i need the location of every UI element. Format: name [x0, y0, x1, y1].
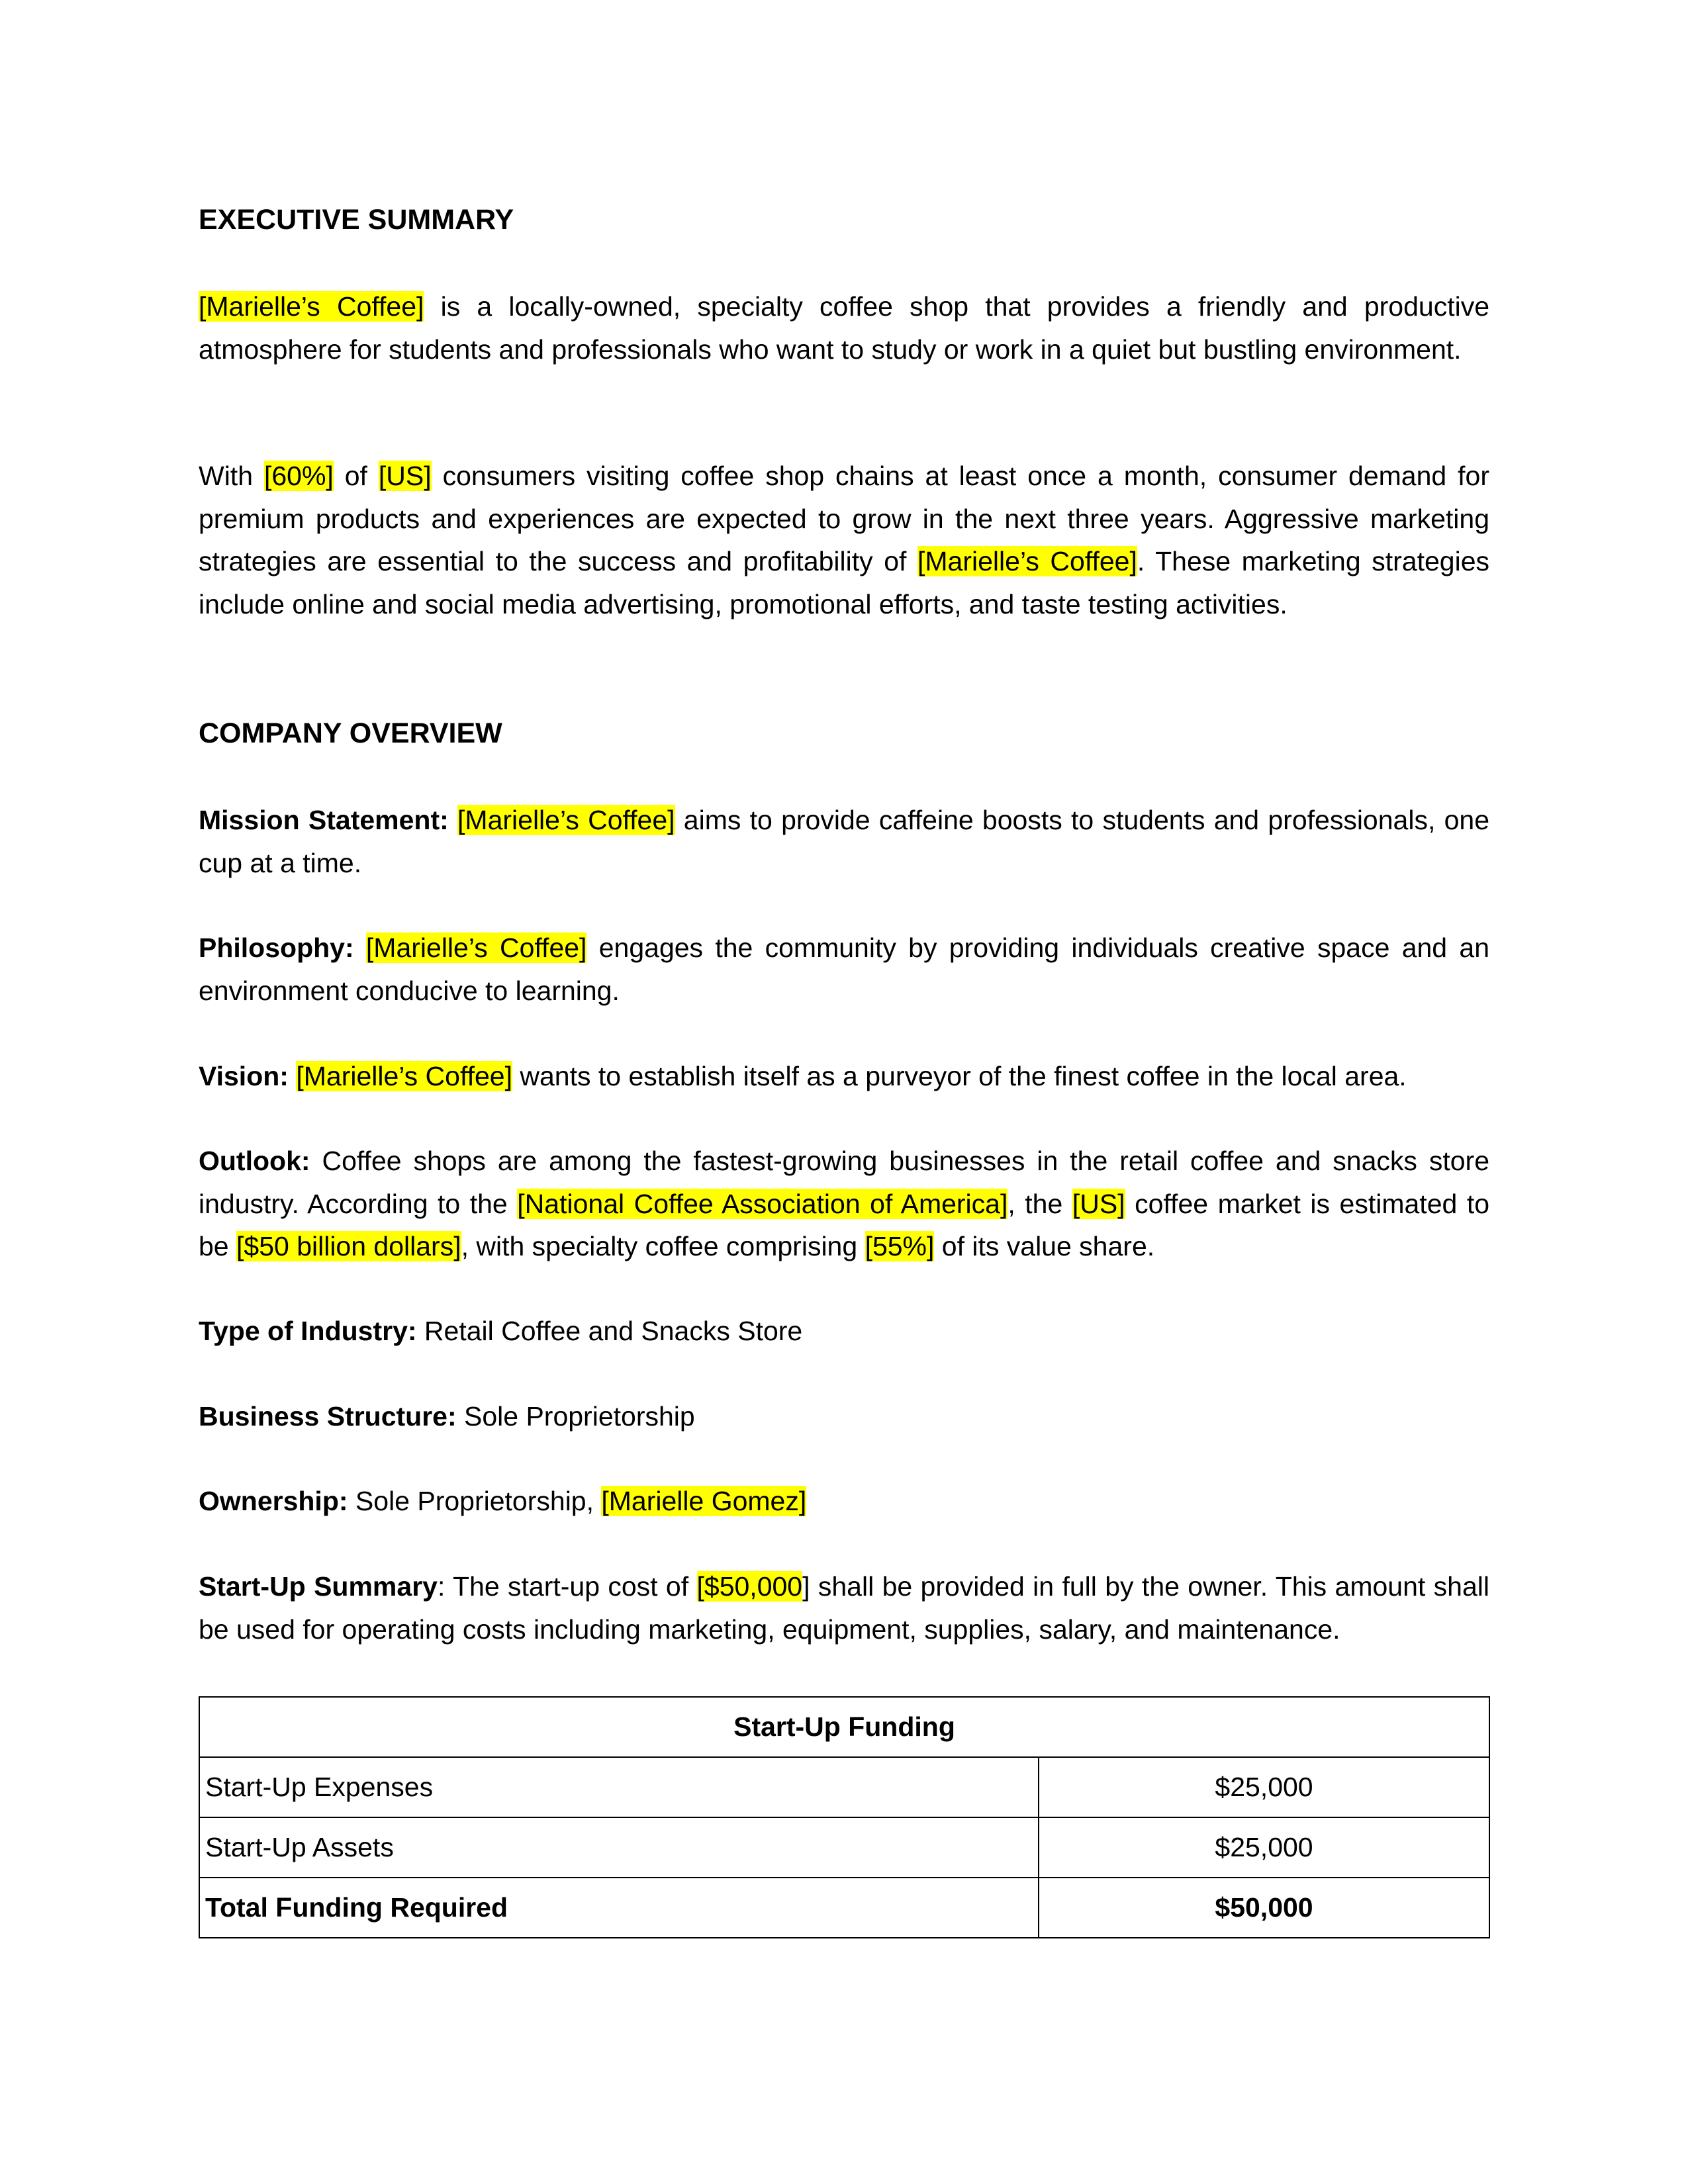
structure-value: Sole Proprietorship — [456, 1401, 695, 1432]
industry-value: Retail Coffee and Snacks Store — [416, 1316, 803, 1346]
startup-cost-highlight: [$50,000 — [696, 1571, 803, 1602]
structure-paragraph — [199, 1395, 1489, 1438]
paragraph-text: wants to establish itself as a purveyor of the finest coffee in the local area. — [512, 1061, 1407, 1091]
paragraph-text: With — [199, 461, 264, 491]
total-amount: $50,000 — [1039, 1878, 1489, 1938]
outlook-label: Outlook: — [199, 1146, 310, 1176]
paragraph-text: consumers visiting coffee shop chains at least once a month, consumer demand for premium products and experiences are expected to grow in the next three years. Aggressive marketing strategies are essential to the success and profitability of — [199, 461, 1489, 576]
company-name-highlight: [Marielle’s Coffee] — [457, 805, 675, 835]
market-value-highlight: [$50 billion dollars] — [236, 1231, 461, 1261]
startup-summary-label: Start-Up Summary — [199, 1571, 438, 1602]
table-row — [199, 1757, 1489, 1817]
ownership-paragraph — [199, 1480, 1489, 1523]
ownership-label: Ownership: — [199, 1486, 348, 1516]
startup-summary-paragraph — [199, 1565, 1489, 1651]
total-label: Total Funding Required — [199, 1878, 1039, 1938]
startup-funding-table — [199, 1696, 1490, 1938]
company-name-highlight: [Marielle’s Coffee] — [917, 546, 1137, 576]
association-highlight: [National Coffee Association of America] — [517, 1188, 1008, 1219]
company-name-highlight: [Marielle’s Coffee] — [296, 1061, 512, 1091]
philosophy-label: Philosophy: — [199, 933, 354, 963]
paragraph-text: Coffee shops are among the fastest-growing businesses in the retail coffee and snacks store industry. According to the — [199, 1146, 1489, 1219]
paragraph-text: aims to provide caffeine boosts to students and professionals, one cup at a time. — [199, 805, 1489, 878]
row-label: Start-Up Assets — [199, 1817, 1039, 1878]
ownership-value: Sole Proprietorship, — [348, 1486, 602, 1516]
country-highlight: [US] — [378, 461, 432, 491]
paragraph-text: , with specialty coffee comprising — [461, 1231, 865, 1261]
company-overview-heading: COMPANY OVERVIEW — [199, 717, 502, 749]
row-label: Start-Up Expenses — [199, 1757, 1039, 1817]
executive-summary-paragraph-2 — [199, 455, 1489, 625]
table-total-row — [199, 1878, 1489, 1938]
vision-paragraph — [199, 1055, 1489, 1098]
company-name-highlight: [Marielle’s Coffee] — [199, 291, 424, 322]
paragraph-text: : The start-up cost of — [437, 1571, 697, 1602]
paragraph-text: is a locally-owned, specialty coffee shop that provides a friendly and productive atmosphere for students and professionals who want to study or work in a quiet but bustling environment. — [199, 291, 1490, 365]
vision-label: Vision: — [199, 1061, 289, 1091]
industry-label: Type of Industry: — [199, 1316, 417, 1346]
share-highlight: [55%] — [865, 1231, 935, 1261]
industry-paragraph — [199, 1310, 1489, 1353]
country-highlight: [US] — [1072, 1188, 1125, 1219]
paragraph-text: of — [333, 461, 379, 491]
paragraph-text: of its value share. — [934, 1231, 1155, 1261]
owner-name-highlight: [Marielle Gomez] — [601, 1486, 807, 1516]
row-amount: $25,000 — [1039, 1817, 1489, 1878]
paragraph-text: ] shall be provided in full by the owner. This amount shall be used for operating costs including marketing, equipment, supplies, salary, and maintenance. — [199, 1571, 1489, 1645]
paragraph-text: engages the community by providing individuals creative space and an environment conducive to learning. — [199, 933, 1489, 1006]
percentage-highlight: [60%] — [263, 461, 334, 491]
mission-label: Mission Statement: — [199, 805, 449, 835]
company-name-highlight: [Marielle’s Coffee] — [365, 933, 587, 963]
outlook-paragraph — [199, 1140, 1489, 1268]
paragraph-text: . These marketing strategies include online and social media advertising, promotional efforts, and taste testing activities. — [199, 546, 1490, 619]
row-amount: $25,000 — [1039, 1757, 1489, 1817]
philosophy-paragraph — [199, 927, 1489, 1012]
executive-summary-paragraph-1 — [199, 285, 1489, 371]
structure-label: Business Structure: — [199, 1401, 457, 1432]
paragraph-text: , the — [1008, 1188, 1072, 1219]
table-title: Start-Up Funding — [199, 1697, 1489, 1757]
table-row — [199, 1817, 1489, 1878]
paragraph-text: coffee market is estimated to be — [199, 1188, 1490, 1261]
table-header-row — [199, 1697, 1489, 1757]
mission-statement-paragraph — [199, 799, 1489, 884]
executive-summary-heading: EXECUTIVE SUMMARY — [199, 204, 514, 236]
